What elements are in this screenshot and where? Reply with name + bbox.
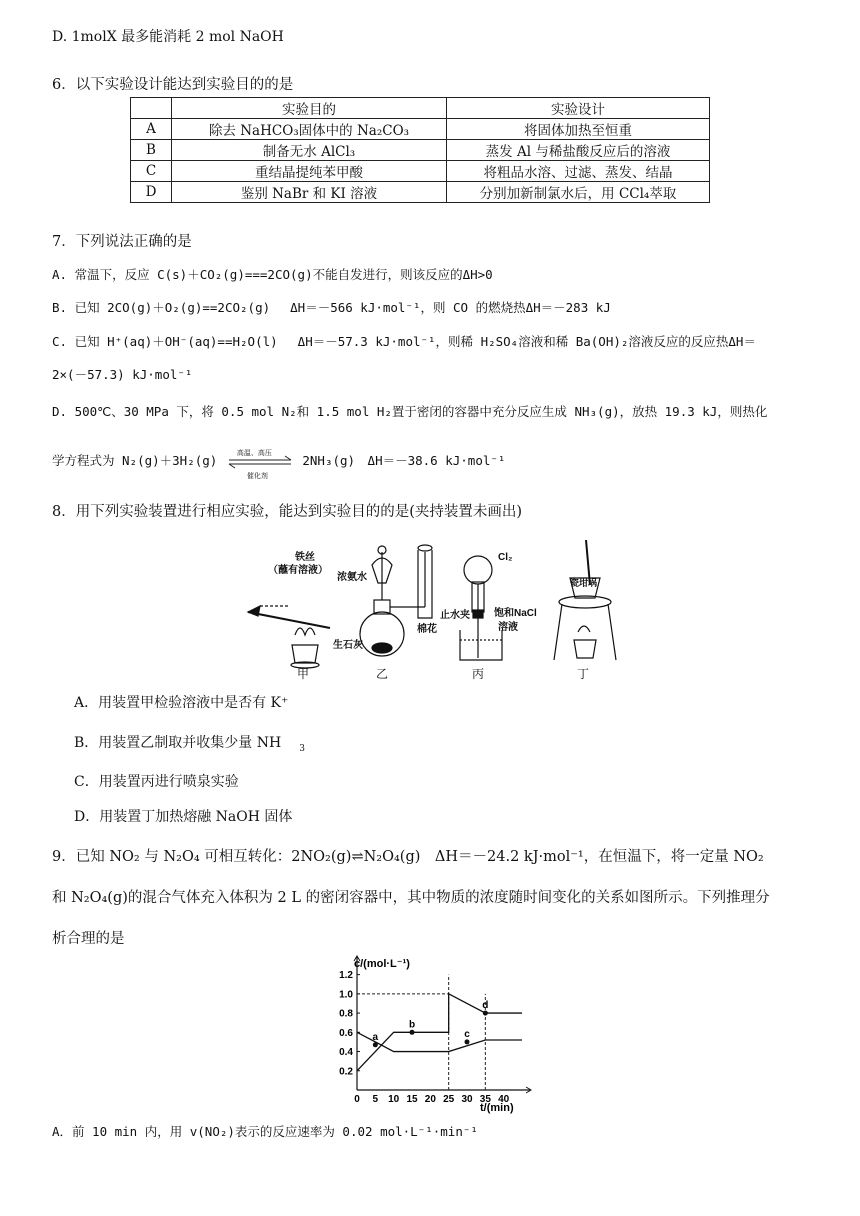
table-row [131, 161, 710, 182]
x-axis-label: t/(min) [480, 1102, 514, 1114]
row-design: 将粗品水溶、过滤、蒸发、结晶 [447, 161, 710, 182]
row-purpose: 鉴别 NaBr 和 KI 溶液 [172, 182, 447, 203]
series-line-1 [357, 994, 522, 1071]
row-purpose: 制备无水 AlCl₃ [172, 140, 447, 161]
table-row [131, 119, 710, 140]
point-label-a: a [372, 1031, 379, 1043]
q5-option-d: D. 1molX 最多能消耗 2 mol NaOH [52, 29, 284, 45]
row-label: B [131, 140, 172, 161]
q8-stem: 8．用下列实验装置进行相应实验，能达到实验目的的是(夹持装置未画出) [52, 504, 523, 520]
table-row [131, 140, 710, 161]
label-lime: 生石灰 [333, 640, 363, 651]
q9-line3: 析合理的是 [52, 931, 125, 947]
table-header-purpose: 实验目的 [172, 98, 447, 119]
point-label-c: c [464, 1028, 470, 1040]
q9-line2: 和 N₂O₄(g)的混合气体充入体积为 2 L 的密闭容器中，其中物质的浓度随时间变化的关系如图所示。下列推理分 [52, 890, 770, 906]
reversible-arrow [225, 448, 295, 480]
series-line-2 [357, 1032, 522, 1051]
table-header-empty [131, 98, 172, 119]
table-row [131, 182, 710, 203]
q8-option-b [74, 734, 305, 754]
x-tick-label: 40 [498, 1094, 510, 1105]
label-ammonia: 浓氨水 [337, 572, 367, 583]
label-bing: 丙 [472, 667, 485, 681]
x-tick-label: 30 [461, 1094, 473, 1105]
equation-left: 学方程式为 N₂(g)＋3H₂(g) [52, 453, 218, 468]
q8-option-b-text: B．用装置乙制取并收集少量 NH [74, 735, 282, 751]
label-jia: 甲 [297, 667, 310, 681]
y-tick-label: 0.8 [339, 1008, 353, 1020]
apparatus-ding [554, 540, 616, 660]
y-tick-label: 0.4 [339, 1047, 353, 1059]
q7-option-c-line1: C. 已知 H⁺(aq)＋OH⁻(aq)==H₂O(l) ΔH＝－57.3 kJ·mol⁻¹，则稀 H₂SO₄溶液和稀 Ba(OH)₂溶液反应的反应热ΔH＝ [52, 334, 756, 349]
label-solution: 溶液 [498, 622, 518, 633]
table-header-design: 实验设计 [447, 98, 710, 119]
x-tick-label: 10 [388, 1094, 400, 1105]
row-design: 分别加新制氯水后，用 CCl₄萃取 [447, 182, 710, 203]
label-crucible: 瓷坩埚 [570, 578, 598, 588]
q7-option-a: A. 常温下，反应 C(s)＋CO₂(g)===2CO(g)不能自发进行，则该反应的ΔH>0 [52, 267, 493, 282]
data-point-c [465, 1039, 470, 1044]
y-tick-label: 0.6 [339, 1027, 353, 1039]
label-wire: 铁丝 [295, 552, 315, 563]
concentration-time-chart [320, 955, 540, 1115]
data-point-d [483, 1011, 488, 1016]
point-label-d: d [482, 1000, 489, 1012]
label-wire-sub: （蘸有溶液） [268, 565, 328, 576]
data-point-b [410, 1030, 415, 1035]
apparatus-figure [240, 540, 620, 682]
x-tick-label: 15 [406, 1094, 418, 1105]
x-tick-label: 0 [354, 1094, 360, 1105]
q6-stem: 6．以下实验设计能达到实验目的的是 [52, 77, 294, 93]
apparatus-jia [248, 606, 330, 668]
y-tick-label: 0.2 [339, 1066, 353, 1078]
label-nacl: 饱和NaCl [494, 608, 537, 619]
q6-table [130, 97, 710, 203]
q8-option-d: D．用装置丁加热熔融 NaOH 固体 [74, 809, 293, 825]
condition-bottom: 催化剂 [246, 471, 268, 480]
x-tick-label: 20 [424, 1094, 436, 1105]
label-cotton: 棉花 [417, 624, 437, 635]
row-label: D [131, 182, 172, 203]
x-tick-label: 25 [443, 1094, 455, 1105]
q8-option-b-subscript: 3 [299, 744, 305, 754]
x-tick-label: 5 [372, 1094, 379, 1105]
row-label: C [131, 161, 172, 182]
q7-option-d-line1: D. 500℃、30 MPa 下，将 0.5 mol N₂和 1.5 mol H₂置于密闭的容器中充分反应生成 NH₃(g)，放热 19.3 kJ，则热化 [52, 404, 768, 419]
label-yi: 乙 [376, 667, 389, 681]
row-label: A [131, 119, 172, 140]
q7-stem: 7．下列说法正确的是 [52, 234, 192, 250]
label-ding: 丁 [577, 667, 590, 681]
row-design: 将固体加热至恒重 [447, 119, 710, 140]
row-design: 蒸发 Al 与稀盐酸反应后的溶液 [447, 140, 710, 161]
q9-option-a: A．前 10 min 内，用 v(NO₂)表示的反应速率为 0.02 mol·L⁻¹·min⁻¹ [52, 1124, 478, 1139]
label-cl2: Cl₂ [498, 552, 513, 563]
point-label-b: b [408, 1019, 416, 1031]
label-clamp: 止水夹 [440, 610, 470, 621]
y-axis-label: c/(mol·L⁻¹) [354, 958, 410, 970]
q7-option-c-line2: 2×(－57.3) kJ·mol⁻¹ [52, 367, 193, 382]
data-point-a [373, 1042, 378, 1047]
y-tick-label: 1.0 [339, 989, 353, 1001]
table-header-row [131, 98, 710, 119]
condition-top: 高温、高压 [236, 448, 272, 457]
apparatus-yi [360, 545, 432, 656]
q7-option-b: B. 已知 2CO(g)＋O₂(g)==2CO₂(g) ΔH＝－566 kJ·mol⁻¹，则 CO 的燃烧热ΔH＝－283 kJ [52, 300, 611, 315]
row-purpose: 重结晶提纯苯甲酸 [172, 161, 447, 182]
x-tick-label: 35 [479, 1094, 491, 1105]
row-purpose: 除去 NaHCO₃固体中的 Na₂CO₃ [172, 119, 447, 140]
y-tick-label: 1.2 [339, 970, 353, 982]
equation-right: 2NH₃(g) ΔH＝－38.6 kJ·mol⁻¹ [302, 453, 506, 468]
q9-line1: 9．已知 NO₂ 与 N₂O₄ 可相互转化：2NO₂(g)⇌N₂O₄(g) ΔH＝－24.2 kJ·mol⁻¹，在恒温下，将一定量 NO₂ [52, 849, 764, 865]
q8-option-c: C．用装置丙进行喷泉实验 [74, 774, 239, 790]
q8-option-a: A．用装置甲检验溶液中是否有 K⁺ [74, 695, 289, 711]
q7-option-d-line2 [52, 448, 506, 480]
